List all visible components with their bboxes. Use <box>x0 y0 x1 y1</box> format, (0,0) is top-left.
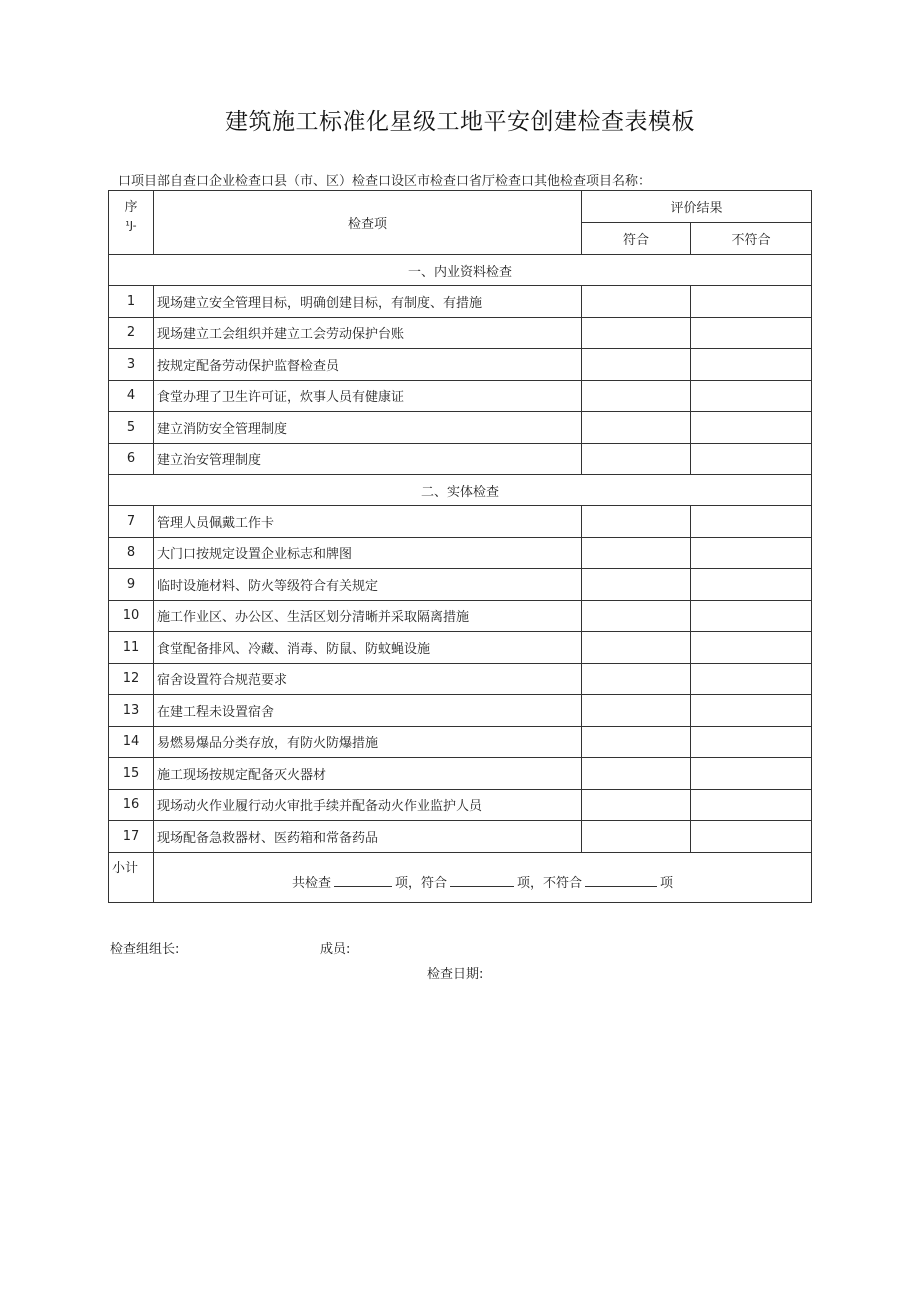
row-nonconform-cell[interactable] <box>691 726 812 758</box>
row-number: 9 <box>109 569 154 601</box>
row-number: 2 <box>109 317 154 349</box>
row-nonconform-cell[interactable] <box>691 600 812 632</box>
section-row <box>109 255 812 286</box>
row-conform-cell[interactable] <box>582 600 691 632</box>
row-conform-cell[interactable] <box>582 349 691 381</box>
row-check-item: 大门口按规定设置企业标志和牌图 <box>154 537 582 569</box>
row-check-item: 建立消防安全管理制度 <box>154 412 582 444</box>
table-row <box>109 600 812 632</box>
row-check-item: 建立治安管理制度 <box>154 443 582 475</box>
header-seq-line2: ¹J- <box>125 219 137 232</box>
row-check-item: 易燃易爆品分类存放，有防火防爆措施 <box>154 726 582 758</box>
table-row <box>109 317 812 349</box>
subtotal-text-conform: 项，符合 <box>394 875 447 891</box>
row-number: 17 <box>109 821 154 853</box>
table-row <box>109 821 812 853</box>
row-check-item: 管理人员佩戴工作卡 <box>154 506 582 538</box>
header-nonconform: 不符合 <box>691 223 812 255</box>
row-nonconform-cell[interactable] <box>691 443 812 475</box>
row-nonconform-cell[interactable] <box>691 286 812 318</box>
subtotal-text-nonconform: 项，不符合 <box>517 875 583 891</box>
signature-date: 检查日期: <box>427 967 484 982</box>
row-conform-cell[interactable] <box>582 726 691 758</box>
row-number: 11 <box>109 632 154 664</box>
row-conform-cell[interactable] <box>582 758 691 790</box>
subtotal-summary <box>154 852 812 902</box>
row-check-item: 食堂配备排风、冷藏、消毒、防鼠、防蚊蝇设施 <box>154 632 582 664</box>
row-number: 16 <box>109 789 154 821</box>
row-conform-cell[interactable] <box>582 286 691 318</box>
header-seq-line1: 序 <box>124 200 138 215</box>
table-row <box>109 695 812 727</box>
total-count-blank[interactable] <box>334 873 392 887</box>
row-nonconform-cell[interactable] <box>691 380 812 412</box>
row-nonconform-cell[interactable] <box>691 569 812 601</box>
row-check-item: 现场建立安全管理目标，明确创建目标，有制度、有措施 <box>154 286 582 318</box>
row-nonconform-cell[interactable] <box>691 506 812 538</box>
subtotal-row <box>109 852 812 902</box>
table-row <box>109 758 812 790</box>
inspection-table-body <box>109 191 812 903</box>
row-conform-cell[interactable] <box>582 789 691 821</box>
table-row <box>109 380 812 412</box>
signature-leader: 检查组组长: <box>110 942 180 957</box>
row-check-item: 食堂办理了卫生许可证，炊事人员有健康证 <box>154 380 582 412</box>
row-nonconform-cell[interactable] <box>691 758 812 790</box>
row-number: 4 <box>109 380 154 412</box>
table-row <box>109 537 812 569</box>
row-conform-cell[interactable] <box>582 632 691 664</box>
row-number: 10 <box>109 600 154 632</box>
row-number: 7 <box>109 506 154 538</box>
row-number: 6 <box>109 443 154 475</box>
row-conform-cell[interactable] <box>582 317 691 349</box>
row-check-item: 临时设施材料、防火等级符合有关规定 <box>154 569 582 601</box>
row-check-item: 施工作业区、办公区、生活区划分清晰并采取隔离措施 <box>154 600 582 632</box>
row-nonconform-cell[interactable] <box>691 537 812 569</box>
row-number: 14 <box>109 726 154 758</box>
row-number: 3 <box>109 349 154 381</box>
table-row <box>109 663 812 695</box>
row-number: 12 <box>109 663 154 695</box>
header-conform: 符合 <box>582 223 691 255</box>
table-row <box>109 412 812 444</box>
header-evaluation: 评价结果 <box>582 191 812 223</box>
row-check-item: 现场建立工会组织并建立工会劳动保护台账 <box>154 317 582 349</box>
row-number: 13 <box>109 695 154 727</box>
row-nonconform-cell[interactable] <box>691 789 812 821</box>
row-check-item: 现场配备急救器材、医药箱和常备药品 <box>154 821 582 853</box>
row-nonconform-cell[interactable] <box>691 412 812 444</box>
section-title: 二、实体检查 <box>109 475 812 506</box>
row-conform-cell[interactable] <box>582 443 691 475</box>
table-row <box>109 632 812 664</box>
row-nonconform-cell[interactable] <box>691 695 812 727</box>
header-seq <box>109 191 154 255</box>
row-nonconform-cell[interactable] <box>691 317 812 349</box>
table-row <box>109 349 812 381</box>
page-title: 建筑施工标准化星级工地平安创建检查表模板 <box>225 109 695 135</box>
row-conform-cell[interactable] <box>582 537 691 569</box>
row-number: 15 <box>109 758 154 790</box>
row-conform-cell[interactable] <box>582 569 691 601</box>
table-row <box>109 286 812 318</box>
conform-count-blank[interactable] <box>450 873 514 887</box>
row-check-item: 按规定配备劳动保护监督检查员 <box>154 349 582 381</box>
row-check-item: 现场动火作业履行动火审批手续并配备动火作业监护人员 <box>154 789 582 821</box>
row-number: 5 <box>109 412 154 444</box>
row-nonconform-cell[interactable] <box>691 663 812 695</box>
table-row <box>109 506 812 538</box>
header-item: 检查项 <box>154 191 582 255</box>
table-row <box>109 726 812 758</box>
section-row <box>109 475 812 506</box>
section-title: 一、内业资料检查 <box>109 255 812 286</box>
row-conform-cell[interactable] <box>582 695 691 727</box>
subtotal-label: 小计 <box>109 852 154 902</box>
row-nonconform-cell[interactable] <box>691 632 812 664</box>
table-row <box>109 789 812 821</box>
row-nonconform-cell[interactable] <box>691 821 812 853</box>
row-conform-cell[interactable] <box>582 412 691 444</box>
row-check-item: 宿舍设置符合规范要求 <box>154 663 582 695</box>
row-number: 8 <box>109 537 154 569</box>
row-check-item: 施工现场按规定配备灭火器材 <box>154 758 582 790</box>
table-row <box>109 443 812 475</box>
subtotal-text-end: 项 <box>660 875 674 891</box>
row-conform-cell[interactable] <box>582 380 691 412</box>
subtotal-text-total: 共检查 <box>291 875 331 891</box>
signature-members: 成员: <box>320 942 351 957</box>
row-conform-cell[interactable] <box>582 506 691 538</box>
row-conform-cell[interactable] <box>582 821 691 853</box>
row-check-item: 在建工程未设置宿舍 <box>154 695 582 727</box>
inspection-scope-line: 口项目部自查口企业检查口县（市、区）检查口设区市检查口省厅检查口其他检查项目名称： <box>118 174 652 189</box>
row-number: 1 <box>109 286 154 318</box>
nonconform-count-blank[interactable] <box>585 873 657 887</box>
header-row-top <box>109 191 812 223</box>
row-nonconform-cell[interactable] <box>691 349 812 381</box>
row-conform-cell[interactable] <box>582 663 691 695</box>
inspection-table <box>108 190 812 903</box>
table-row <box>109 569 812 601</box>
